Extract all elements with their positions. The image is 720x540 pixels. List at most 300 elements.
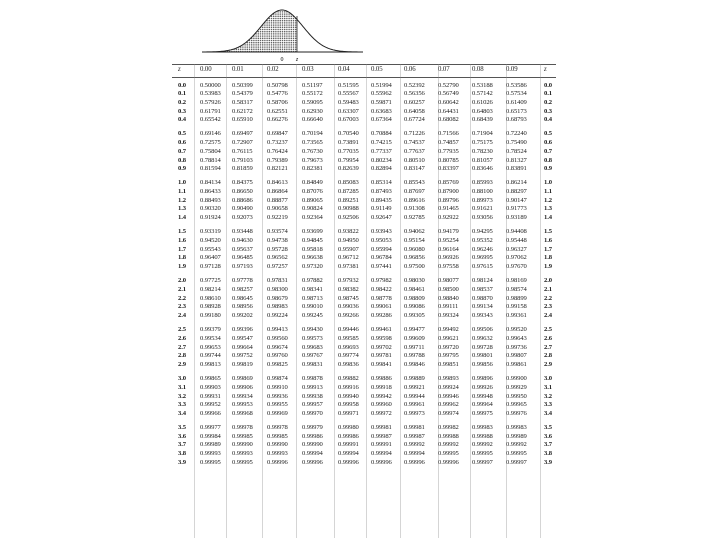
table-cell: 0.99960 <box>371 401 392 409</box>
table-cell: 0.51595 <box>338 81 359 89</box>
table-cell: 0.99010 <box>302 303 323 311</box>
table-row <box>172 335 556 344</box>
table-cell: 0.95818 <box>302 245 323 253</box>
header-col-007: 0.07 <box>438 66 450 73</box>
column-separator <box>438 64 439 538</box>
table-cell: 0.99966 <box>200 409 221 417</box>
table-cell: 0.97670 <box>506 263 527 271</box>
table-cell: 0.99985 <box>232 432 253 440</box>
table-cell: 0.99989 <box>506 432 527 440</box>
table-cell: 0.94062 <box>404 228 425 236</box>
table-cell: 0.87285 <box>338 188 359 196</box>
table-cell: 0.99983 <box>472 424 493 432</box>
row-z-left: 1.8 <box>178 254 186 262</box>
table-cell: 0.97932 <box>338 277 359 285</box>
table-cell: 0.92073 <box>232 214 253 222</box>
table-cell: 0.99413 <box>267 326 288 334</box>
table-cell: 0.99869 <box>232 375 253 383</box>
table-cell: 0.99598 <box>371 334 392 342</box>
table-cell: 0.99992 <box>506 441 527 449</box>
table-cell: 0.71566 <box>438 130 459 138</box>
table-cell: 0.87493 <box>371 188 392 196</box>
table-cell: 0.93448 <box>232 228 253 236</box>
table-cell: 0.83147 <box>404 165 425 173</box>
table-cell: 0.94738 <box>267 237 288 244</box>
row-z-right: 0.2 <box>544 98 552 106</box>
table-cell: 0.99972 <box>371 409 392 417</box>
row-z-left: 2.2 <box>178 294 186 302</box>
table-cell: 0.99430 <box>302 326 323 334</box>
row-z-left: 2.6 <box>178 334 186 342</box>
row-z-left: 0.6 <box>178 139 186 147</box>
table-cell: 0.99807 <box>506 352 527 360</box>
table-cell: 0.92506 <box>338 214 359 222</box>
table-cell: 0.99994 <box>371 450 392 458</box>
table-cell: 0.97615 <box>472 263 493 271</box>
table-cell: 0.57142 <box>472 90 493 98</box>
table-cell: 0.87900 <box>438 188 459 196</box>
table-cell: 0.99305 <box>404 312 425 319</box>
table-cell: 0.96856 <box>404 254 425 262</box>
row-z-right: 0.1 <box>544 90 552 98</box>
row-z-left: 0.1 <box>178 90 186 98</box>
table-row <box>172 228 556 237</box>
table-cell: 0.99979 <box>302 424 323 432</box>
row-z-left: 3.6 <box>178 432 186 440</box>
normal-curve-figure <box>200 2 365 64</box>
table-cell: 0.99819 <box>232 360 253 368</box>
table-cell: 0.99506 <box>472 326 493 334</box>
table-row <box>172 263 556 272</box>
table-cell: 0.90824 <box>302 205 323 213</box>
table-cell: 0.99980 <box>338 424 359 432</box>
table-cell: 0.74857 <box>438 139 459 147</box>
table-cell: 0.99924 <box>438 383 459 391</box>
table-cell: 0.99950 <box>506 392 527 400</box>
table-cell: 0.99446 <box>338 326 359 334</box>
table-cell: 0.75804 <box>200 147 221 155</box>
table-cell: 0.99984 <box>200 432 221 440</box>
table-cell: 0.96995 <box>472 254 493 262</box>
header-col-004: 0.04 <box>338 66 350 73</box>
table-cell: 0.64803 <box>472 107 493 115</box>
column-separator <box>296 64 297 538</box>
header-col-003: 0.03 <box>302 66 314 73</box>
table-row <box>172 352 556 361</box>
row-z-right: 0.5 <box>544 130 552 138</box>
table-cell: 0.96784 <box>371 254 392 262</box>
table-cell: 0.97500 <box>404 263 425 271</box>
table-cell: 0.79673 <box>302 156 323 164</box>
table-cell: 0.82639 <box>338 165 359 173</box>
table-cell: 0.99286 <box>371 312 392 319</box>
table-row <box>172 450 556 459</box>
table-cell: 0.96926 <box>438 254 459 262</box>
table-cell: 0.53983 <box>200 90 221 98</box>
header-z-col-right: z <box>544 66 547 73</box>
table-cell: 0.99994 <box>404 450 425 458</box>
row-z-left: 1.0 <box>178 179 186 187</box>
table-cell: 0.75490 <box>506 139 527 147</box>
table-cell: 0.63307 <box>338 107 359 115</box>
table-cell: 0.77337 <box>371 147 392 155</box>
table-cell: 0.99994 <box>302 450 323 458</box>
table-cell: 0.99985 <box>267 432 288 440</box>
table-cell: 0.69497 <box>232 130 253 138</box>
table-cell: 0.60642 <box>438 98 459 106</box>
row-z-left: 2.8 <box>178 352 186 360</box>
table-cell: 0.99995 <box>506 450 527 458</box>
table-cell: 0.99767 <box>302 352 323 360</box>
table-cell: 0.99788 <box>404 352 425 360</box>
table-cell: 0.97778 <box>232 277 253 285</box>
table-cell: 0.65910 <box>232 116 253 124</box>
row-z-left: 0.7 <box>178 147 186 155</box>
table-row <box>172 393 556 402</box>
table-cell: 0.65173 <box>506 107 527 115</box>
column-separator <box>470 64 471 538</box>
table-cell: 0.99781 <box>371 352 392 360</box>
column-separator <box>194 64 195 538</box>
table-cell: 0.93056 <box>472 214 493 222</box>
table-cell: 0.98124 <box>472 277 493 285</box>
table-cell: 0.99995 <box>232 458 253 466</box>
table-cell: 0.99988 <box>472 432 493 440</box>
table-cell: 0.99931 <box>200 392 221 400</box>
table-cell: 0.78230 <box>472 147 493 155</box>
table-cell: 0.77935 <box>438 147 459 155</box>
table-row <box>172 130 556 139</box>
row-z-right: 2.7 <box>544 343 552 351</box>
table-cell: 0.99938 <box>302 392 323 400</box>
row-z-right: 1.5 <box>544 228 552 236</box>
table-cell: 0.67724 <box>404 116 425 124</box>
table-cell: 0.66276 <box>267 116 288 124</box>
row-z-left: 3.5 <box>178 424 186 432</box>
row-z-right: 2.9 <box>544 360 552 368</box>
table-cell: 0.91773 <box>506 205 527 213</box>
table-cell: 0.97982 <box>371 277 392 285</box>
table-cell: 0.92364 <box>302 214 323 222</box>
table-cell: 0.96164 <box>438 245 459 253</box>
table-cell: 0.97381 <box>338 263 359 271</box>
table-cell: 0.96246 <box>472 245 493 253</box>
table-cell: 0.99973 <box>404 409 425 417</box>
table-cell: 0.99202 <box>232 312 253 319</box>
table-row <box>172 99 556 108</box>
table-cell: 0.97128 <box>200 263 221 271</box>
table-cell: 0.99981 <box>371 424 392 432</box>
row-z-left: 1.3 <box>178 205 186 213</box>
table-cell: 0.97725 <box>200 277 221 285</box>
table-row <box>172 108 556 117</box>
table-cell: 0.73565 <box>302 139 323 147</box>
table-cell: 0.64431 <box>438 107 459 115</box>
table-cell: 0.99520 <box>506 326 527 334</box>
table-cell: 0.99953 <box>232 401 253 409</box>
row-z-right: 3.2 <box>544 392 552 400</box>
table-cell: 0.54776 <box>267 90 288 98</box>
table-cell: 0.99986 <box>302 432 323 440</box>
table-cell: 0.97882 <box>302 277 323 285</box>
table-cell: 0.99180 <box>200 312 221 319</box>
table-cell: 0.77035 <box>338 147 359 155</box>
header-col-006: 0.06 <box>404 66 416 73</box>
table-cell: 0.95448 <box>506 237 527 244</box>
table-cell: 0.99693 <box>338 343 359 351</box>
table-cell: 0.93699 <box>302 228 323 236</box>
table-cell: 0.89065 <box>302 196 323 204</box>
row-z-right: 1.3 <box>544 205 552 213</box>
column-separator <box>262 64 263 538</box>
table-cell: 0.95053 <box>371 237 392 244</box>
table-cell: 0.99893 <box>438 375 459 383</box>
table-row <box>172 179 556 188</box>
table-cell: 0.92219 <box>267 214 288 222</box>
table-cell: 0.99916 <box>338 383 359 391</box>
table-cell: 0.55567 <box>338 90 359 98</box>
table-cell: 0.99379 <box>200 326 221 334</box>
table-cell: 0.69847 <box>267 130 288 138</box>
table-cell: 0.99158 <box>506 303 527 311</box>
row-z-left: 1.7 <box>178 245 186 253</box>
table-cell: 0.99952 <box>200 401 221 409</box>
row-z-left: 1.6 <box>178 237 186 244</box>
table-cell: 0.95994 <box>371 245 392 253</box>
table-cell: 0.99955 <box>267 401 288 409</box>
table-cell: 0.96407 <box>200 254 221 262</box>
row-z-right: 1.7 <box>544 245 552 253</box>
table-cell: 0.99900 <box>506 375 527 383</box>
header-col-001: 0.01 <box>232 66 244 73</box>
table-row <box>172 82 556 91</box>
table-cell: 0.64058 <box>404 107 425 115</box>
table-cell: 0.94179 <box>438 228 459 236</box>
row-z-right: 2.8 <box>544 352 552 360</box>
table-cell: 0.99978 <box>267 424 288 432</box>
table-cell: 0.53188 <box>472 81 493 89</box>
row-z-left: 2.7 <box>178 343 186 351</box>
table-cell: 0.99134 <box>472 303 493 311</box>
table-cell: 0.71904 <box>472 130 493 138</box>
row-z-right: 3.3 <box>544 401 552 409</box>
table-cell: 0.99978 <box>232 424 253 432</box>
table-cell: 0.99946 <box>438 392 459 400</box>
table-cell: 0.99324 <box>438 312 459 319</box>
table-cell: 0.99846 <box>404 360 425 368</box>
table-cell: 0.99674 <box>267 343 288 351</box>
table-row <box>172 214 556 223</box>
table-cell: 0.99993 <box>200 450 221 458</box>
row-z-right: 2.6 <box>544 334 552 342</box>
table-cell: 0.99653 <box>200 343 221 351</box>
table-cell: 0.99841 <box>371 360 392 368</box>
table-cell: 0.99865 <box>200 375 221 383</box>
row-z-right: 1.4 <box>544 214 552 222</box>
table-cell: 0.99981 <box>404 424 425 432</box>
table-cell: 0.91924 <box>200 214 221 222</box>
table-cell: 0.99996 <box>438 458 459 466</box>
table-cell: 0.56356 <box>404 90 425 98</box>
table-cell: 0.94408 <box>506 228 527 236</box>
table-cell: 0.59483 <box>338 98 359 106</box>
table-cell: 0.96080 <box>404 245 425 253</box>
table-cell: 0.57926 <box>200 98 221 106</box>
table-cell: 0.99983 <box>506 424 527 432</box>
table-cell: 0.99224 <box>267 312 288 319</box>
table-cell: 0.74537 <box>404 139 425 147</box>
table-cell: 0.99086 <box>404 303 425 311</box>
table-cell: 0.71226 <box>404 130 425 138</box>
table-cell: 0.99958 <box>338 401 359 409</box>
table-cell: 0.99245 <box>302 312 323 319</box>
table-cell: 0.70540 <box>338 130 359 138</box>
table-cell: 0.99795 <box>438 352 459 360</box>
table-cell: 0.61026 <box>472 98 493 106</box>
table-cell: 0.99801 <box>472 352 493 360</box>
table-cell: 0.99975 <box>472 409 493 417</box>
table-cell: 0.99940 <box>338 392 359 400</box>
table-cell: 0.99969 <box>267 409 288 417</box>
table-cell: 0.85769 <box>438 179 459 187</box>
row-z-left: 3.8 <box>178 450 186 458</box>
table-cell: 0.95254 <box>438 237 459 244</box>
table-cell: 0.96327 <box>506 245 527 253</box>
row-z-right: 2.5 <box>544 326 552 334</box>
table-cell: 0.93943 <box>371 228 392 236</box>
table-cell: 0.99896 <box>472 375 493 383</box>
table-cell: 0.95637 <box>232 245 253 253</box>
table-cell: 0.99856 <box>472 360 493 368</box>
table-cell: 0.99990 <box>302 441 323 449</box>
row-z-right: 0.9 <box>544 165 552 173</box>
row-z-right: 3.7 <box>544 441 552 449</box>
table-cell: 0.98610 <box>200 294 221 302</box>
table-cell: 0.86650 <box>232 188 253 196</box>
table-cell: 0.86433 <box>200 188 221 196</box>
table-cell: 0.99643 <box>506 334 527 342</box>
table-cell: 0.99831 <box>302 360 323 368</box>
column-separator <box>506 64 507 538</box>
table-cell: 0.95728 <box>267 245 288 253</box>
table-cell: 0.99964 <box>472 401 493 409</box>
table-cell: 0.99944 <box>404 392 425 400</box>
table-cell: 0.68082 <box>438 116 459 124</box>
table-cell: 0.52392 <box>404 81 425 89</box>
table-cell: 0.98257 <box>232 285 253 293</box>
row-z-right: 0.0 <box>544 81 552 89</box>
table-cell: 0.99813 <box>200 360 221 368</box>
table-cell: 0.98077 <box>438 277 459 285</box>
table-cell: 0.99361 <box>506 312 527 319</box>
table-cell: 0.68793 <box>506 116 527 124</box>
row-z-left: 3.1 <box>178 383 186 391</box>
table-cell: 0.98713 <box>302 294 323 302</box>
table-cell: 0.99573 <box>302 334 323 342</box>
shaded-area <box>202 10 297 52</box>
table-cell: 0.88877 <box>267 196 288 204</box>
table-cell: 0.88100 <box>472 188 493 196</box>
table-cell: 0.83891 <box>506 165 527 173</box>
table-cell: 0.59095 <box>302 98 323 106</box>
table-row <box>172 188 556 197</box>
table-cell: 0.90147 <box>506 196 527 204</box>
table-row <box>172 148 556 157</box>
table-cell: 0.99711 <box>404 343 425 351</box>
table-cell: 0.69146 <box>200 130 221 138</box>
table-cell: 0.98422 <box>371 285 392 293</box>
table-row <box>172 116 556 125</box>
header-col-009: 0.09 <box>506 66 518 73</box>
mean-label: 0 <box>280 57 284 63</box>
table-cell: 0.99720 <box>438 343 459 351</box>
table-cell: 0.92922 <box>438 214 459 222</box>
table-row <box>172 312 556 321</box>
table-cell: 0.83646 <box>472 165 493 173</box>
table-row <box>172 303 556 312</box>
table-cell: 0.98778 <box>371 294 392 302</box>
table-cell: 0.99982 <box>438 424 459 432</box>
row-z-right: 1.1 <box>544 188 552 196</box>
row-z-left: 2.4 <box>178 312 186 319</box>
table-cell: 0.79954 <box>338 156 359 164</box>
row-z-left: 3.7 <box>178 441 186 449</box>
table-cell: 0.87076 <box>302 188 323 196</box>
table-row <box>172 165 556 174</box>
table-cell: 0.99971 <box>338 409 359 417</box>
table-cell: 0.99976 <box>506 409 527 417</box>
table-cell: 0.99774 <box>338 352 359 360</box>
table-cell: 0.99992 <box>404 441 425 449</box>
table-cell: 0.70194 <box>302 130 323 138</box>
table-cell: 0.95352 <box>472 237 493 244</box>
table-cell: 0.99961 <box>404 401 425 409</box>
table-cell: 0.99906 <box>232 383 253 391</box>
table-cell: 0.99996 <box>404 458 425 466</box>
table-cell: 0.81859 <box>232 165 253 173</box>
table-cell: 0.89251 <box>338 196 359 204</box>
row-z-left: 0.9 <box>178 165 186 173</box>
table-cell: 0.73237 <box>267 139 288 147</box>
table-cell: 0.97257 <box>267 263 288 271</box>
row-z-right: 3.9 <box>544 458 552 466</box>
table-cell: 0.95907 <box>338 245 359 253</box>
table-cell: 0.99910 <box>267 383 288 391</box>
row-z-right: 2.3 <box>544 303 552 311</box>
table-cell: 0.99461 <box>371 326 392 334</box>
table-row <box>172 410 556 419</box>
table-row <box>172 277 556 286</box>
table-cell: 0.92785 <box>404 214 425 222</box>
table-cell: 0.84134 <box>200 179 221 187</box>
table-cell: 0.55172 <box>302 90 323 98</box>
table-cell: 0.89435 <box>371 196 392 204</box>
row-z-right: 3.5 <box>544 424 552 432</box>
table-cell: 0.82381 <box>302 165 323 173</box>
header-z-col-left: z <box>178 66 181 73</box>
table-cell: 0.99990 <box>267 441 288 449</box>
table-cell: 0.85314 <box>371 179 392 187</box>
table-cell: 0.99266 <box>338 312 359 319</box>
row-z-right: 0.4 <box>544 116 552 124</box>
row-z-right: 1.9 <box>544 263 552 271</box>
row-z-right: 2.4 <box>544 312 552 319</box>
table-cell: 0.96562 <box>267 254 288 262</box>
table-cell: 0.99913 <box>302 383 323 391</box>
z-table <box>172 64 556 468</box>
table-cell: 0.96712 <box>338 254 359 262</box>
table-cell: 0.99993 <box>267 450 288 458</box>
